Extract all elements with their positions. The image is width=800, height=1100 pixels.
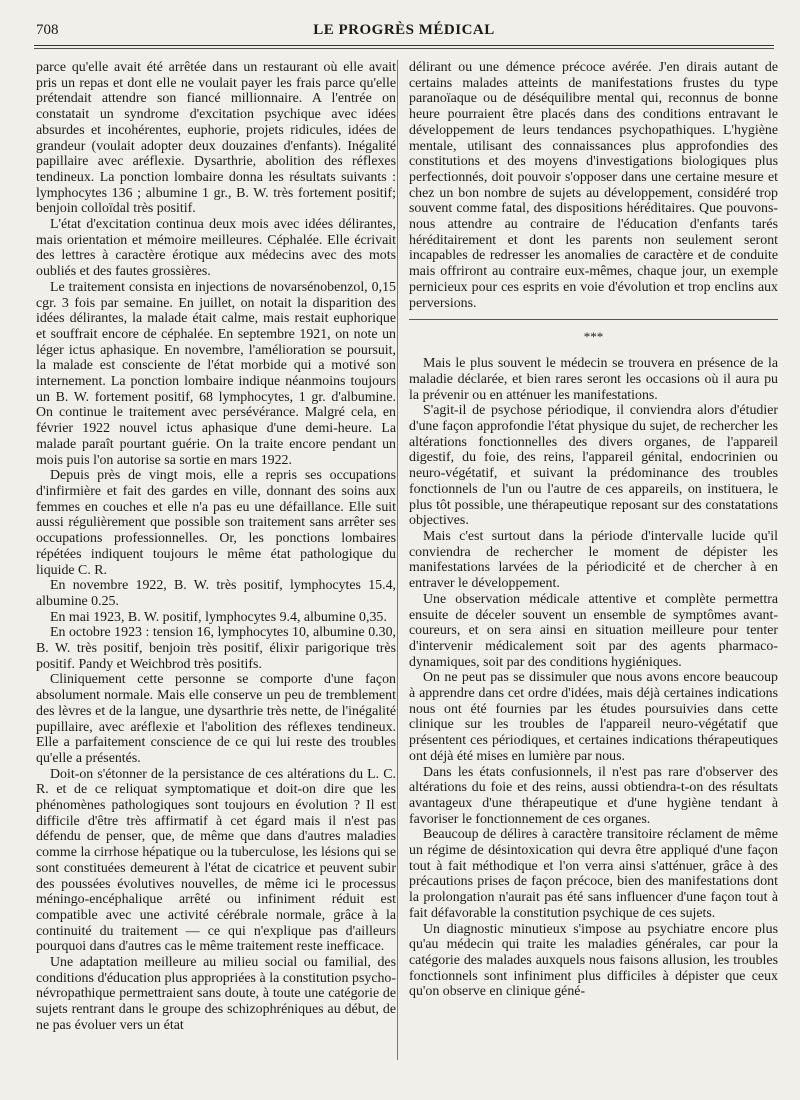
paragraph: S'agit-il de psychose périodique, il conviendra alors d'étudier d'une façon approfondie l'état physique du sujet, de rechercher les altérations fonctionnelles des divers organes, de l'appareil digestif, du foie, des reins, l'appareil génital, endocrinien ou neuro-végétatif, et suivant la prédominance des troubles fonctionnels de l'un ou l'autre de ces appareils, on instituera, le plus tôt possible, une thérapeutique reposant sur des constatations objectives. (409, 403, 778, 529)
page-number: 708 (36, 22, 59, 38)
paragraph: En octobre 1923 : tension 16, lymphocytes 10, albumine 0.30, B. W. très positif, benjoin très positif, élixir parigorique très positif. Pandy et Weichbrod très positifs. (36, 625, 396, 672)
paragraph: On ne peut pas se dissimuler que nous avons encore beaucoup à apprendre dans cet ordre d'idées, mais déjà certaines indications nous ont été fournies par les études poursuivies dans cette clinique sur les troubles de l'appareil neuro-végétatif que présentent ces périodiques, et certaines indications thérapeutiques ont déjà été mises en lumière par nous. (409, 670, 778, 764)
journal-title: LE PROGRÈS MÉDICAL (313, 22, 495, 38)
column-divider (397, 60, 398, 1060)
paragraph: L'état d'excitation continua deux mois avec idées délirantes, mais orientation et mémoire meilleures. Céphalée. Elle écrivait des lettres à caractère érotique aux médecins avec des mots oubliés et des fautes grossières. (36, 217, 396, 280)
paragraph: Beaucoup de délires à caractère transitoire réclament de même un régime de désintoxication qui devra être appliqué d'une façon tout à fait méthodique et l'on verra ainsi s'atténuer, grâce à des précautions prises de façon précoce, bien des manifestations dont la prolongation n'aurait pas été sans influencer d'une façon tout à fait défavorable la constitution psychique de ces sujets. (409, 827, 778, 921)
paragraph: Doit-on s'étonner de la persistance de ces altérations du L. C. R. et de ce reliquat symptomatique et doit-on dire que les phénomènes pathologiques sont toujours en évolution ? Il est difficile d'être très affirmatif à cet égard mais il n'est pas défendu de penser, que, de même que dans d'autres maladies comme la cirrhose hépatique ou la tuberculose, les lésions qui se sont constituées demeurent à l'état de cicatrice et peuvent subir des poussées évolutives nouvelles, de même ici le processus méningo-encéphalique arrêté ou infiniment réduit est compatible avec une activité cérébrale normale, grâce à la continuité du traitement — ce qui n'explique pas d'ailleurs pourquoi dans d'autres cas le même traitement reste inefficace. (36, 766, 396, 955)
paragraph: délirant ou une démence précoce avérée. J'en dirais autant de certains malades atteints de manifestations frustes du type paranoïaque ou de déséquilibre mental qui, reconnus de bonne heure pourraient être placés dans des conditions entravant le développement de leurs tendances psychopathiques. L'hygiène mentale, utilisant des connaissances plus approfondies des constitutions et des moyens d'investigations biologiques plus perfectionnés, doit pouvoir s'opposer dans une certaine mesure et chez un bon nombre de sujets au développement, considéré trop souvent comme fatal, des dispositions héréditaires. Que pouvons-nous attendre au contraire de l'éducation d'enfants tarés héréditairement et dont les parents non seulement seront incapables de redresser les anomalies de caractère et de conduite mais offriront au contraire eux-mêmes, chaque jour, un exemple pernicieux pour ces esprits en voie d'évolution et trop enclins aux perversions. (409, 60, 778, 311)
right-column (409, 60, 778, 1000)
paragraph: En novembre 1922, B. W. très positif, lymphocytes 15.4, albumine 0.25. (36, 578, 396, 609)
paragraph: Cliniquement cette personne se comporte d'une façon absolument normale. Mais elle conserve un peu de tremblement des lèvres et de la langue, une dysarthrie très nette, de l'inégalité pupillaire, avec aréflexie et l'abolition des réflexes tendineux. Elle a parfaitement conscience de ce qui lui reste des troubles qu'elle a présentés. (36, 672, 396, 766)
running-header (34, 22, 774, 44)
section-rule (409, 319, 778, 320)
paragraph: En mai 1923, B. W. positif, lymphocytes 9.4, albumine 0,35. (50, 609, 387, 625)
paragraph: Le traitement consista en injections de novarsénobenzol, 0,15 cgr. 3 fois par semaine. En juillet, on notait la disparition des idées délirantes, la malade était calme, mais restait euphorique et souffrait encore de céphalée. En septembre 1921, on note un léger ictus aphasique. En novembre, l'amélioration se poursuit, la malade est consciente de l'état morbide qui a motivé son internement. La ponction lombaire indique néanmoins toujours un B. W. fortement positif, 68 lymphocytes, 1 gr. d'albumine. On continue le traitement avec persévérance. Malgré cela, en février 1922 nouvel ictus aphasique d'une demi-heure. La malade paraît pourtant guérie. On la traite encore pendant un mois puis l'on autorise sa sortie en mars 1922. (36, 279, 396, 468)
header-rule-thin (34, 48, 774, 49)
paragraph: Une observation médicale attentive et complète permettra ensuite de déceler souvent un ensemble de symptômes avant-coureurs, et on sera ainsi en situation meilleure pour tenter d'intervenir médicalement soit par des agents pharmaco-dynamiques, soit par des conditions hygiéniques. (409, 591, 778, 670)
paragraph: Un diagnostic minutieux s'impose au psychiatre encore plus qu'au médecin qui traite les maladies générales, car pour la catégorie des malades auxquels nous faisons allusion, les troubles fonctionnels sont infiniment plus difficiles à dépister que ceux qu'on observe en clinique géné- (409, 921, 778, 1000)
paragraph: Mais le plus souvent le médecin se trouvera en présence de la maladie déclarée, et bien rares seront les occasions où il aura pu la prévenir ou en atténuer les manifestations. (409, 356, 778, 403)
paragraph: Depuis près de vingt mois, elle a repris ses occupations d'infirmière et fait des gardes en ville, donnant des soins aux femmes en couches et elle n'a pas eu une défaillance. Elle suit aussi régulièrement que possible son traitement sans arrêter ses occupations professionnelles. Or, les ponctions lombaires répétées indiquent toujours le même état pathologique du liquide C. R. (36, 468, 396, 578)
paragraph: Une adaptation meilleure au milieu social ou familial, des conditions d'éducation plus appropriées à la constitution psycho-névropathique permettraient sans doute, à toute une catégorie de sujets rentrant dans le groupe des schizophréniques au début, de ne pas évoluer vers un état (36, 955, 396, 1033)
header-rule (34, 45, 774, 46)
paragraph: Dans les états confusionnels, il n'est pas rare d'observer des altérations du foie et des reins, aussi obtiendra-t-on des résultats avantageux d'une thérapeutique et d'une hygiène tendant à favoriser le fonctionnement de ces organes. (409, 764, 778, 827)
asterism: *** (583, 329, 604, 345)
paragraph: Mais c'est surtout dans la période d'intervalle lucide qu'il conviendra de rechercher le moment de dépister les manifestations larvées de la périodicité et de chercher à en entraver le développement. (409, 528, 778, 592)
left-column (36, 60, 396, 1034)
paragraph: parce qu'elle avait été arrêtée dans un restaurant où elle avait pris un repas et dont elle ne voulait payer les frais parce qu'elle prétendait attendre son fiancé millionnaire. A l'entrée on constatait un syndrome d'excitation psychique avec idées absurdes et incohérentes, euphorie, projets ridicules, idées de grandeur (voulait adopter deux douzaines d'enfants). Inégalité papillaire avec aréflexie. Dysarthrie, abolition des réflexes tendineux. La ponction lombaire donna les résultats suivants : lymphocytes 136 ; albumine 1 gr., B. W. très fortement positif; benjoin colloïdal très positif. (36, 60, 396, 217)
